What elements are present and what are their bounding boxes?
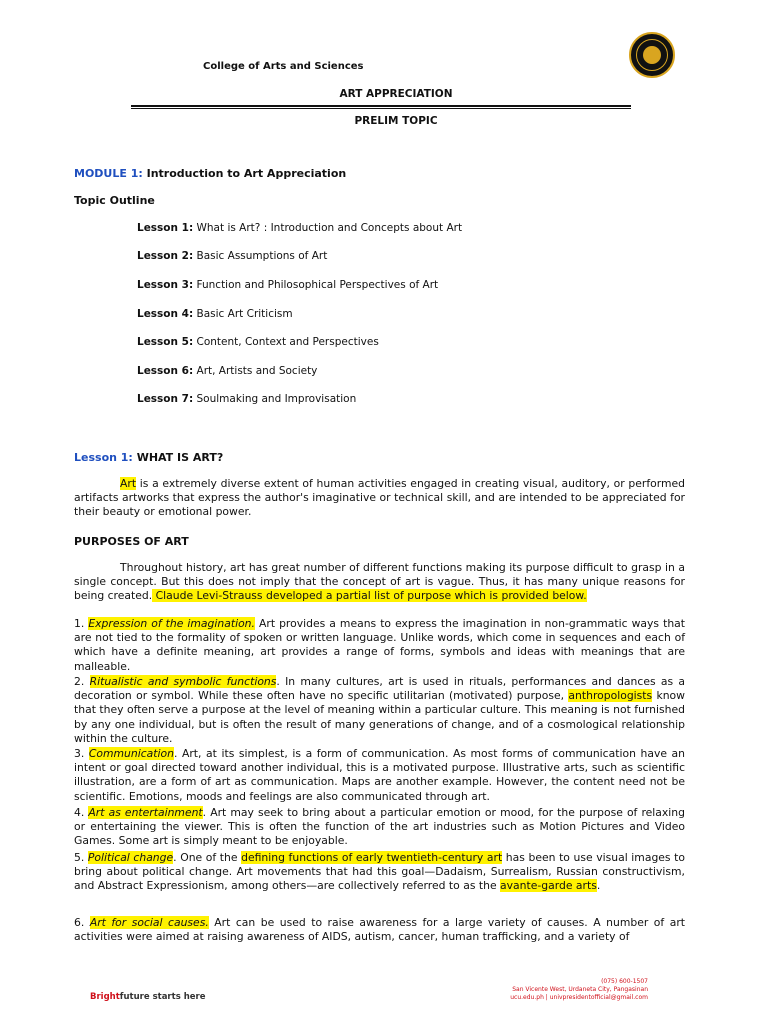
college-name: College of Arts and Sciences (203, 61, 364, 72)
outline-lesson: Lesson 3: Function and Philosophical Perspectives of Art (137, 279, 439, 291)
header-divider (131, 105, 631, 107)
purposes-intro: Throughout history, art has great number of different functions making its purpose difficult to grasp in a single concept. But this does not imply that the concept of art is vague. Thus, it has many unique reasons for being created. Claude Levi-Strauss developed a partial list of purpose which is provided below. (74, 561, 685, 603)
outline-lesson: Lesson 5: Content, Context and Perspectives (137, 336, 379, 348)
purpose-item-3: 3. Communication. Art, at its simplest, is a form of communication. As most forms of communication have an intent or goal directed toward another individual, this is a motivated purpose. Illustrative arts, such as scientific illustration, are a form of art as communication. Maps are another example. However, the content need not be scientific. Emotions, moods and feelings are also communicated through art. (74, 747, 685, 803)
footer-web: ucu.edu.ph | univpresidentofficial@gmail.com (510, 994, 648, 1001)
topic-title: PRELIM TOPIC (354, 115, 438, 127)
module-title: Introduction to Art Appreciation (146, 167, 347, 180)
lesson1-label: Lesson 1: (74, 451, 133, 464)
outline-lesson: Lesson 6: Art, Artists and Society (137, 365, 318, 377)
outline-lesson: Lesson 2: Basic Assumptions of Art (137, 250, 328, 262)
module-heading (74, 167, 346, 180)
lesson1-title: WHAT IS ART? (136, 451, 224, 464)
purpose-item-4: 4. Art as entertainment. Art may seek to bring about a particular emotion or mood, for the purpose of relaxing or entertaining the viewer. This is often the function of the art industries such as Motion Pictures and Video Games. Some art is simply meant to be enjoyable. (74, 806, 686, 848)
footer-address: San Vicente West, Urdaneta City, Pangasinan (512, 986, 648, 993)
purpose-item-2: 2. Ritualistic and symbolic functions. In many cultures, art is used in rituals, performances and dances as a decoration or symbol. While these often have no specific utilitarian (motivated) purpose, anthropologists know that they often serve a purpose at the level of meaning within a particular culture. This meaning is not furnished by any one individual, but is often the result of many generations of change, and of a cosmological relationship within the culture. (74, 675, 685, 745)
art-definition: Art is a extremely diverse extent of human activities engaged in creating visual, auditory, or performed artifacts artworks that express the author's imaginative or technical skill, and are intended to be appreciated for their beauty or emotional power. (74, 477, 685, 519)
header-divider-thin (131, 108, 631, 109)
purposes-heading: PURPOSES OF ART (74, 535, 189, 548)
purpose-item-5: 5. Political change. One of the defining functions of early twentieth-century art has been to use visual images to bring about political change. Art movements that had this goal—Dadaism, Surrealism, Russian constructivism, and Abstract Expressionism, among others—are collectively referred to as the avante-garde arts. (74, 851, 686, 893)
module-label: MODULE 1: (74, 167, 143, 180)
highlight-levi-strauss: Claude Levi-Strauss developed a partial list of purpose which is provided below. (152, 589, 587, 603)
footer-contact (470, 978, 648, 1002)
purpose-item-6: 6. Art for social causes. Art can be used to raise awareness for a large variety of causes. A number of art activities were aimed at raising awareness of AIDS, autism, cancer, human trafficking, and a variety of (74, 916, 685, 944)
outline-heading: Topic Outline (74, 194, 155, 207)
outline-lesson: Lesson 1: What is Art? : Introduction and Concepts about Art (137, 222, 463, 234)
outline-lesson: Lesson 7: Soulmaking and Improvisation (137, 393, 357, 405)
footer-phone: (075) 600-1507 (601, 978, 648, 985)
lesson1-heading (74, 451, 223, 464)
footer-slogan: Brightfuture starts here (90, 992, 206, 1002)
purpose-item-1: 1. Expression of the imagination. Art provides a means to express the imagination in non-grammatic ways that are not tied to the formality of spoken or written language. Unlike words, which come in sequences and each of which have a definite meaning, art provides a range of forms, symbols and ideas with meanings that are malleable. (74, 617, 686, 673)
highlight-art: Art (120, 477, 137, 490)
outline-lesson: Lesson 4: Basic Art Criticism (137, 308, 293, 320)
university-seal-icon (629, 32, 675, 78)
course-title: ART APPRECIATION (339, 88, 453, 100)
